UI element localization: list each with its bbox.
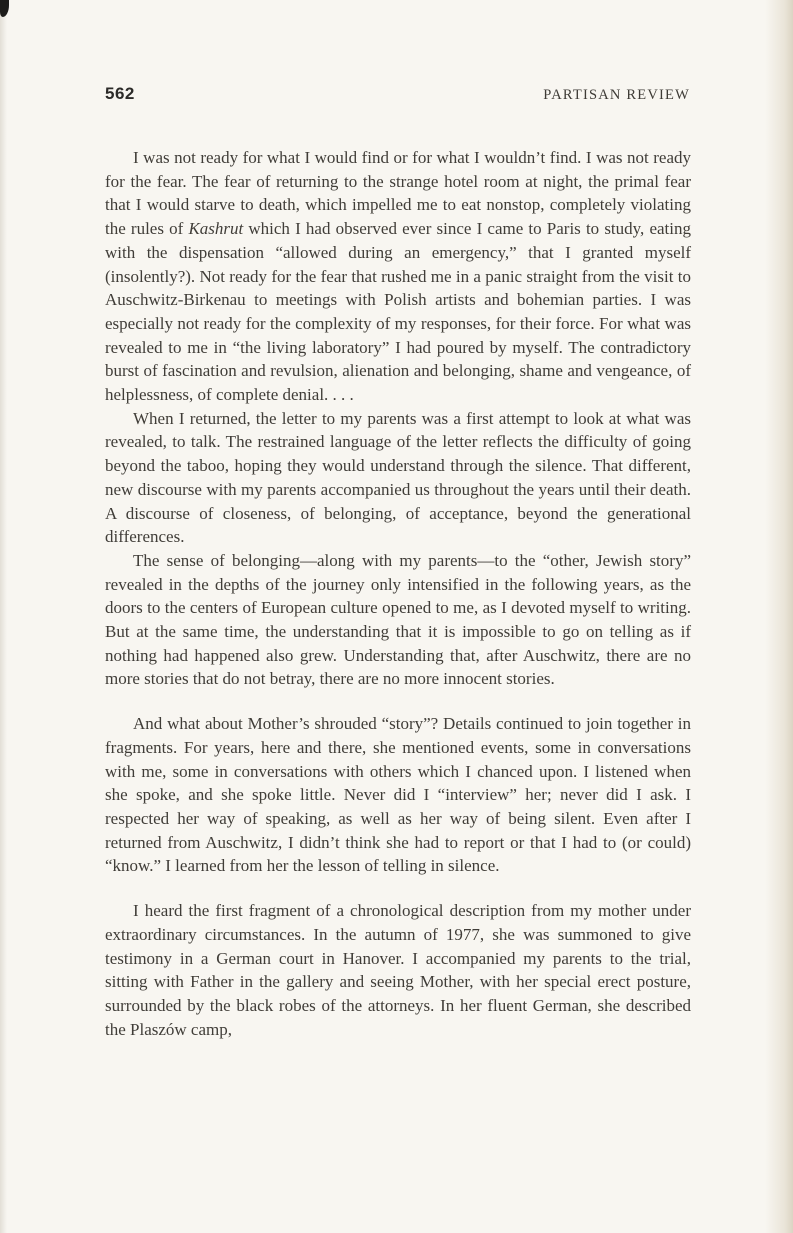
page-number: 562 [105,84,135,103]
text-run: I was not ready for what I would find or for what I wouldn’t find. I was not ready for the fear. The fear of returning to the strange hotel room at night, the primal fear that I would starve to death, which impelled me to eat nonstop, completely violating the rules of [105,148,691,239]
scan-artifact-mark [0,0,9,17]
text-run: I heard the first fragment of a chronological description from my mother under extraordinary circumstances. In the autumn of 1977, she was summoned to give testimony in a German court in Hanover. I accompanied my parents to the trial, sitting with Father in the gallery and seeing Mother, with her special erect posture, surrounded by the black robes of the attorneys. In her fluent German, she described the Plaszów camp, [105,901,691,1039]
paragraph [105,899,691,1041]
italic-text-run: Kashrut [188,219,244,239]
running-header [105,84,690,104]
paragraph [105,549,691,691]
scan-edge-shadow-left [0,0,7,1233]
paragraph [105,407,691,549]
text-run: The sense of belonging—along with my parents—to the “other, Jewish story” revealed in the depths of the journey only intensified in the following years, as the doors to the centers of European culture opened to me, as I devoted myself to writing. But at the same time, the understanding that it is impossible to go on telling as if nothing had happened also grew. Understanding that, after Auschwitz, there are no more stories that do not betray, there are no more innocent stories. [105,550,691,689]
paragraph [105,712,691,878]
text-run: And what about Mother’s shrouded “story”? Details continued to join together in fragments. For years, here and there, she mentioned events, some in conversations with me, some in conversations with others which I chanced upon. I listened when she spoke, and she spoke little. Never did I “interview” her; never did I ask. I respected her way of speaking, as well as her way of being silent. Even after I returned from Auschwitz, I didn’t think she had to report or that I had to (or could) “know.” I learned from her the lesson of telling in silence. [105,714,691,876]
body-text [105,146,691,1041]
scan-edge-shadow-right [765,0,793,1233]
text-run: When I returned, the letter to my parents was a first attempt to look at what was revealed, to talk. The restrained language of the letter reflects the difficulty of going beyond the taboo, hoping they would understand through the silence. That different, new discourse with my parents accompanied us throughout the years until their death. A discourse of closeness, of belonging, of acceptance, beyond the generational differences. [105,408,691,547]
text-run: which I had observed ever since I came to Paris to study, eating with the dispensation “allowed during an emergency,” that I granted myself (insolently?). Not ready for the fear that rushed me in a panic straight from the visit to Auschwitz-Birkenau to meetings with Polish artists and bohemian parties. I was especially not ready for the complexity of my responses, for their force. For what was revealed to me in “the living laboratory” I had poured by myself. The contradictory burst of fascination and revulsion, alienation and belonging, shame and vengeance, of helplessness, of complete denial. . . . [105,219,691,405]
journal-title: PARTISAN REVIEW [543,87,690,103]
paragraph [105,146,691,407]
